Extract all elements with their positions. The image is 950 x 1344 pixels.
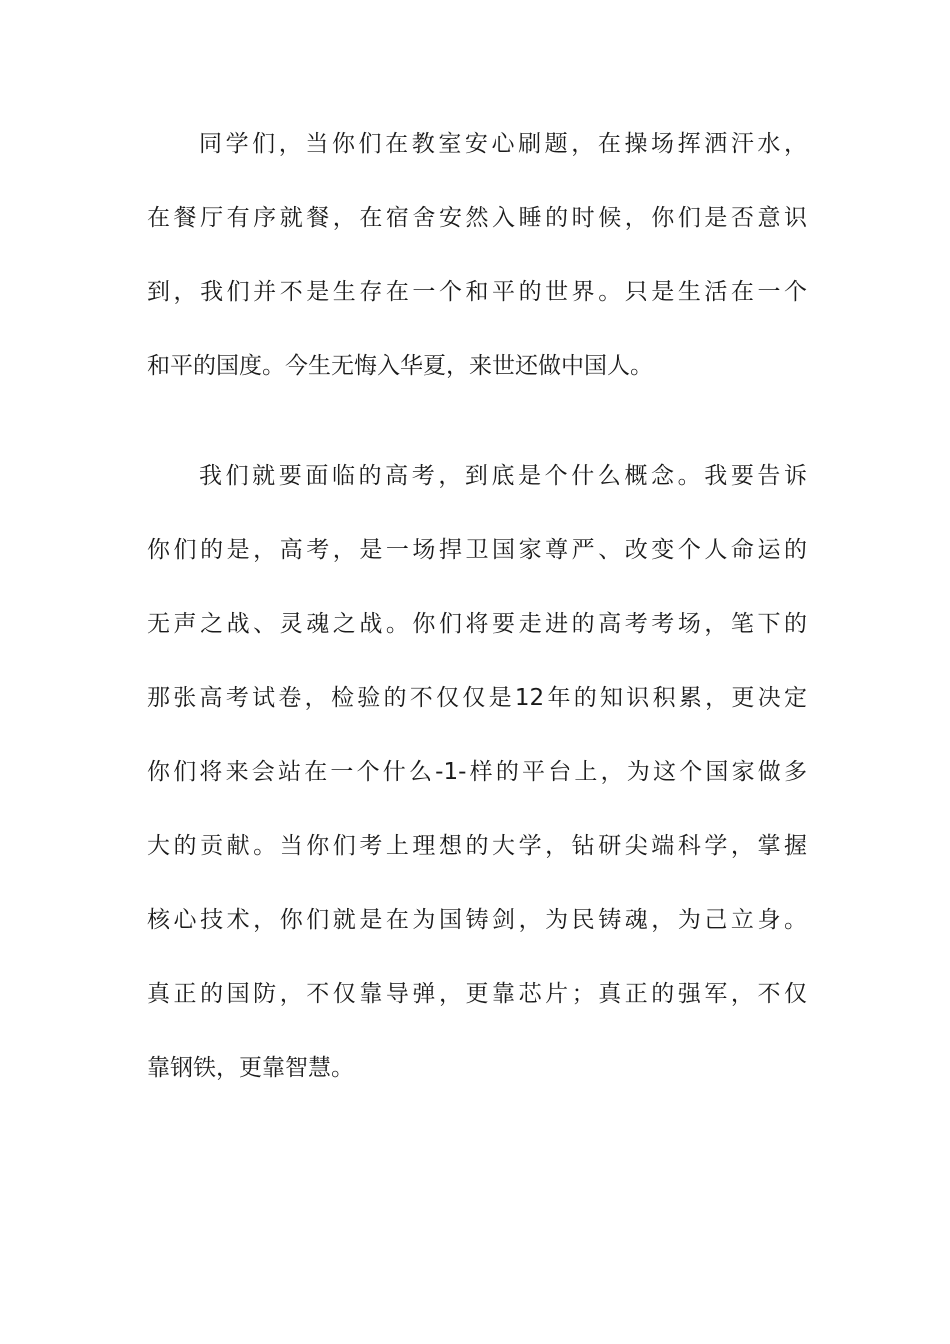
paragraph-peace <box>147 122 807 418</box>
text-line: 你们的是，高考，是一场捍卫国家尊严、改变个人命运的 <box>147 537 807 563</box>
text-line: 我们就要面临的高考，到底是个什么概念。我要告诉 <box>199 463 807 489</box>
text-line: 大的贡献。当你们考上理想的大学，钻研尖端科学，掌握 <box>147 833 807 859</box>
text-line: 真正的国防，不仅靠导弹，更靠芯片；真正的强军，不仅 <box>147 981 807 1007</box>
text-line: 同学们，当你们在教室安心刷题，在操场挥洒汗水， <box>199 131 807 157</box>
paragraph-gaokao <box>147 454 807 1120</box>
text-line: 到，我们并不是生存在一个和平的世界。只是生活在一个 <box>147 279 807 305</box>
text-line: 无声之战、灵魂之战。你们将要走进的高考考场，笔下的 <box>147 611 807 637</box>
text-line: 和平的国度。今生无悔入华夏，来世还做中国人。 <box>147 353 653 379</box>
text-line: 在餐厅有序就餐，在宿舍安然入睡的时候，你们是否意识 <box>147 205 807 231</box>
text-line: 核心技术，你们就是在为国铸剑，为民铸魂，为己立身。 <box>147 907 807 933</box>
text-line: 靠钢铁，更靠智慧。 <box>147 1055 354 1081</box>
text-line: 那张高考试卷，检验的不仅仅是12年的知识积累，更决定 <box>147 685 807 711</box>
text-line: 你们将来会站在一个什么-1-样的平台上，为这个国家做多 <box>147 759 807 785</box>
